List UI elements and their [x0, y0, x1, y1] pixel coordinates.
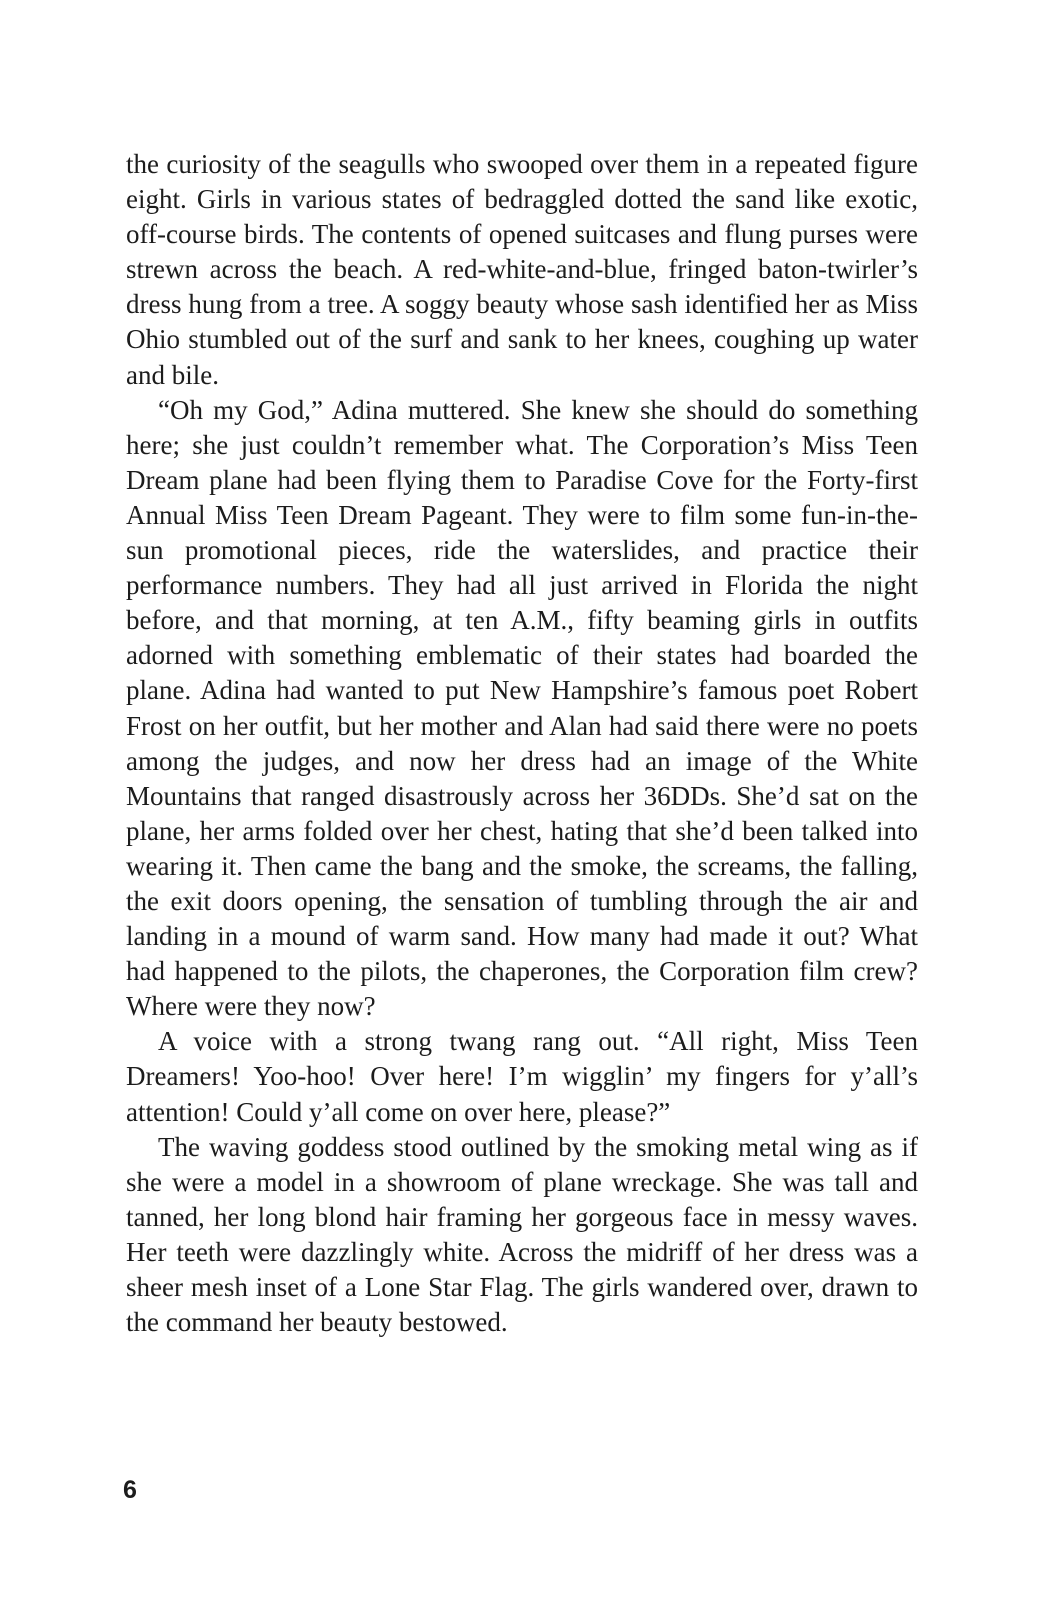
paragraph-4: The waving goddess stood outlined by the smoking metal wing as if she were a model in a showroom of plane wreckage. She was tall and tanned, her long blond hair framing her gorgeous face in messy waves. Her teeth were dazzlingly white. Across the midriff of her dress was a sheer mesh inset of a Lone Star Flag. The girls wandered over, drawn to the command her beauty bestowed.: [126, 1131, 918, 1338]
paragraph-3: A voice with a strong twang rang out. “All right, Miss Teen Dreamers! Yoo-hoo! Over here! I’m wigglin’ my fingers for y’all’s attention! Could y’all come on over here, please?”: [126, 1026, 918, 1127]
paragraph-2: “Oh my God,” Adina muttered. She knew she should do something here; she just couldn’t remember what. The Corporation’s Miss Teen Dream plane had been flying them to Paradise Cove for the Forty-first Annual Miss Teen Dream Pageant. They were to film some fun-in-the-sun promotional pieces, ride the waterslides, and practice their performance numbers. They had all just arrived in Florida the night before, and that morning, at ten A.M., fifty beaming girls in outfits adorned with something emblematic of their states had boarded the plane. Adina had wanted to put New Hampshire’s famous poet Robert Frost on her outfit, but her mother and Alan had said there were no poets among the judges, and now her dress had an image of the White Mountains that ranged disastrously across her 36DDs. She’d sat on the plane, her arms folded over her chest, hating that she’d been talked into wearing it. Then came the bang and the smoke, the screams, the falling, the exit doors opening, the sensation of tumbling through the air and landing in a mound of warm sand. How many had made it out? What had happened to the pilots, the chaperones, the Corporation film crew? Where were they now?: [126, 394, 918, 1022]
body-text: [126, 147, 918, 1340]
page-number: 6: [123, 1476, 137, 1504]
paragraph-1: the curiosity of the seagulls who swooped over them in a repeated figure eight. Girls in various states of bedraggled dotted the sand like exotic, off-course birds. The contents of opened suitcases and flung purses were strewn across the beach. A red-white-and-blue, fringed baton-twirler’s dress hung from a tree. A soggy beauty whose sash identified her as Miss Ohio stumbled out of the surf and sank to her knees, coughing up water and bile.: [126, 149, 918, 390]
